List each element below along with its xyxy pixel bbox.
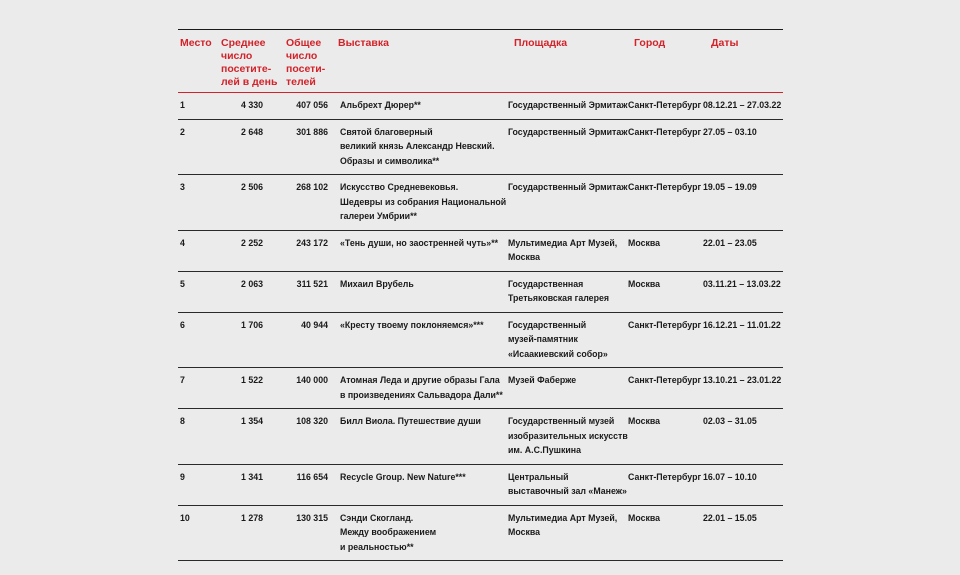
avg-visitors-cell: 1 341 [220,464,285,505]
exhibition-cell-line: и реальностью** [340,541,414,552]
venue-cell-line: Центральный [508,471,569,482]
dates-cell: 22.01 – 23.05 [703,230,783,271]
venue-cell-line: Государственный [508,319,587,330]
header-avg-line-3: посетите- [221,63,272,75]
venue-cell [508,119,628,175]
header-dates: Даты [703,30,783,93]
venue-cell-line: Москва [508,527,541,537]
exhibition-cell [330,271,508,312]
dates-cell: 27.05 – 03.10 [703,119,783,175]
exhibition-cell-line: Recycle Group. New Nature*** [340,471,466,482]
table-row [178,409,783,465]
exhibition-cell [330,93,508,120]
rank-cell: 4 [178,230,220,271]
rank-cell: 7 [178,368,220,409]
rank-cell: 9 [178,464,220,505]
exhibition-cell-line: Образы и символика** [340,155,440,166]
header-avg-line-1: Среднее [221,37,266,49]
venue-cell [508,464,628,505]
dates-cell: 13.10.21 – 23.01.22 [703,368,783,409]
venue-cell [508,93,628,120]
total-visitors-cell: 268 102 [285,175,330,231]
city-cell: Санкт-Петербург [628,93,703,120]
city-cell: Санкт-Петербург [628,119,703,175]
avg-visitors-cell: 4 330 [220,93,285,120]
exhibitions-table [178,29,783,561]
exhibition-cell [330,230,508,271]
total-visitors-cell: 140 000 [285,368,330,409]
exhibition-cell-line: Сэнди Скогланд. [340,512,414,523]
venue-cell-line: Третьяковская галерея [508,293,609,303]
table-header-row [178,30,783,93]
exhibition-cell-line: Билл Виола. Путешествие души [340,416,481,426]
city-cell: Санкт-Петербург [628,464,703,505]
exhibition-cell-line: в произведениях Сальвадора Дали** [340,389,503,400]
total-visitors-cell: 407 056 [285,93,330,120]
venue-cell-line: Мультимедиа Арт Музей, [508,512,618,523]
exhibition-cell [330,409,508,465]
city-cell: Санкт-Петербург [628,312,703,368]
total-visitors-cell: 116 654 [285,464,330,505]
exhibition-cell-line: Альбрехт Дюрер** [340,100,421,110]
exhibition-cell [330,312,508,368]
dates-cell: 08.12.21 – 27.03.22 [703,93,783,120]
venue-cell-line: Мультимедиа Арт Музей, [508,237,618,248]
table-row [178,230,783,271]
avg-visitors-cell: 2 252 [220,230,285,271]
header-rank: Место [178,30,220,93]
exhibition-cell-line: Святой благоверный [340,126,433,137]
header-avg-line-4: лей в день [221,76,278,88]
dates-cell: 03.11.21 – 13.03.22 [703,271,783,312]
exhibition-cell-line: Шедевры из собрания Национальной [340,196,507,207]
city-cell: Москва [628,271,703,312]
venue-cell-line: музей-памятник [508,334,578,344]
venue-cell [508,505,628,561]
total-visitors-cell: 108 320 [285,409,330,465]
venue-cell-line: Государственный Эрмитаж [508,126,628,137]
city-cell: Москва [628,505,703,561]
venue-cell [508,409,628,465]
avg-visitors-cell: 1 278 [220,505,285,561]
rank-cell: 5 [178,271,220,312]
dates-cell: 19.05 – 19.09 [703,175,783,231]
header-total-visitors [285,30,330,93]
venue-cell-line: Государственный Эрмитаж [508,100,628,110]
header-total-line-3: посети- [286,63,326,75]
venue-cell-line: Государственный Эрмитаж [508,182,628,192]
exhibition-cell [330,175,508,231]
avg-visitors-cell: 1 522 [220,368,285,409]
exhibition-cell-line: галереи Умбрии** [340,211,417,221]
header-venue: Площадка [508,30,628,93]
dates-cell: 22.01 – 15.05 [703,505,783,561]
table-row [178,505,783,561]
rank-cell: 10 [178,505,220,561]
city-cell: Москва [628,409,703,465]
exhibition-cell-line: Между воображением [340,527,437,537]
venue-cell-line: изобразительных искусств [508,430,628,441]
exhibition-cell [330,368,508,409]
rank-cell: 2 [178,119,220,175]
exhibition-cell-line: «Кресту твоему поклоняемся»*** [340,319,484,330]
exhibition-cell-line: Михаил Врубель [340,278,414,289]
rank-cell: 6 [178,312,220,368]
header-avg-line-2: число [221,50,253,62]
table-row [178,368,783,409]
header-avg-visitors [220,30,285,93]
total-visitors-cell: 40 944 [285,312,330,368]
total-visitors-cell: 243 172 [285,230,330,271]
venue-cell-line: Москва [508,252,541,262]
exhibition-cell [330,505,508,561]
venue-cell-line: Государственный музей [508,416,615,426]
table-row [178,312,783,368]
city-cell: Санкт-Петербург [628,175,703,231]
city-cell: Москва [628,230,703,271]
header-exhibition: Выставка [330,30,508,93]
avg-visitors-cell: 2 506 [220,175,285,231]
venue-cell [508,312,628,368]
city-cell: Санкт-Петербург [628,368,703,409]
total-visitors-cell: 301 886 [285,119,330,175]
table-row [178,271,783,312]
header-total-line-4: телей [286,76,316,88]
avg-visitors-cell: 2 063 [220,271,285,312]
dates-cell: 16.12.21 – 11.01.22 [703,312,783,368]
venue-cell [508,271,628,312]
venue-cell [508,175,628,231]
total-visitors-cell: 311 521 [285,271,330,312]
exhibition-cell-line: Искусство Средневековья. [340,182,459,192]
venue-cell-line: «Исаакиевский собор» [508,348,608,359]
rank-cell: 8 [178,409,220,465]
exhibition-cell-line: Атомная Леда и другие образы Гала [340,375,500,385]
table-row [178,464,783,505]
header-total-line-1: Общее [286,37,322,49]
dates-cell: 02.03 – 31.05 [703,409,783,465]
avg-visitors-cell: 2 648 [220,119,285,175]
header-total-line-2: число [286,50,318,62]
table-row [178,175,783,231]
exhibition-cell-line: «Тень души, но заостренней чуть»** [340,237,499,248]
venue-cell-line: Музей Фаберже [508,375,577,385]
exhibition-cell [330,119,508,175]
total-visitors-cell: 130 315 [285,505,330,561]
exhibitions-table-container [178,29,783,561]
venue-cell-line: им. А.С.Пушкина [508,445,581,455]
header-city: Город [628,30,703,93]
exhibition-cell-line: великий князь Александр Невский. [340,141,495,151]
venue-cell [508,230,628,271]
table-row [178,119,783,175]
table-row [178,93,783,120]
rank-cell: 3 [178,175,220,231]
avg-visitors-cell: 1 354 [220,409,285,465]
exhibition-cell [330,464,508,505]
dates-cell: 16.07 – 10.10 [703,464,783,505]
avg-visitors-cell: 1 706 [220,312,285,368]
venue-cell [508,368,628,409]
venue-cell-line: Государственная [508,278,584,289]
venue-cell-line: выставочный зал «Манеж» [508,486,627,496]
rank-cell: 1 [178,93,220,120]
